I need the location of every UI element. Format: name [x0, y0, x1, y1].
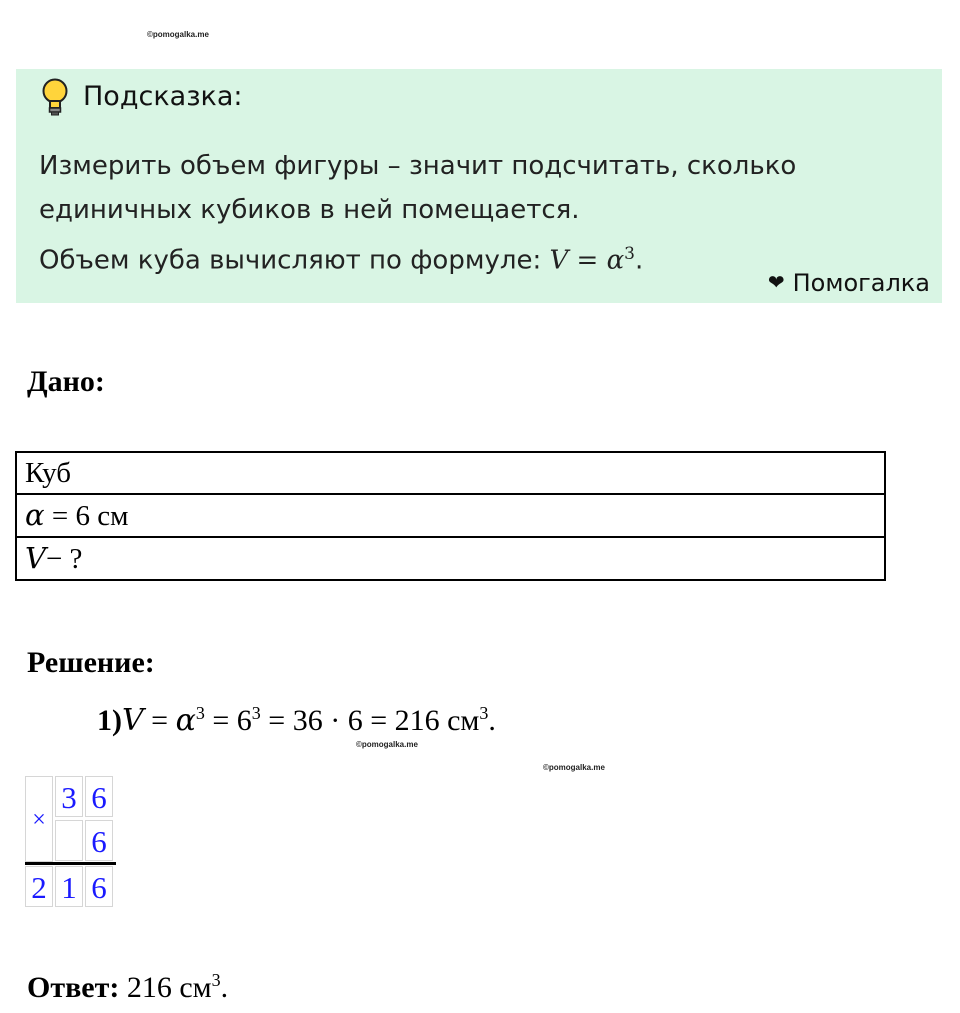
solution-exp-1: 3 — [195, 703, 205, 723]
solution-heading: Решение: — [27, 646, 155, 679]
answer-label: Ответ: — [27, 971, 120, 1004]
given-object: Куб — [16, 452, 885, 494]
empty-cell — [55, 820, 83, 861]
given-row — [16, 537, 885, 580]
brand-link[interactable] — [768, 269, 930, 297]
digit-cell: 3 — [55, 776, 83, 817]
digit-cell: 6 — [85, 820, 113, 861]
solution-period: . — [488, 704, 496, 737]
given-unknown — [16, 537, 885, 580]
step-label: 1) — [97, 704, 122, 737]
given-edge — [16, 494, 885, 537]
solution-exp-2: 3 — [251, 703, 261, 723]
brand-label: Помогалка — [792, 269, 930, 297]
result-rule — [25, 862, 116, 865]
solution-part-2: = 36 · 6 = 216 см — [260, 704, 480, 737]
given-heading: Дано: — [27, 365, 105, 398]
solution-step-1 — [97, 703, 496, 738]
given-unknown-var: V — [25, 541, 46, 575]
digit-cell: 6 — [85, 866, 113, 907]
lightbulb-icon — [40, 77, 70, 117]
given-table — [15, 451, 886, 581]
hint-line-3-text: Объем куба вычисляют по формуле: — [39, 245, 550, 276]
multiply-sign: × — [25, 776, 53, 862]
given-row — [16, 452, 885, 494]
hint-line-1: Измерить объем фигуры – значит подсчитать, сколько — [39, 151, 797, 181]
watermark-right: ©pomogalka.me — [543, 763, 605, 772]
given-edge-var: α — [25, 498, 45, 532]
digit-cell: 6 — [85, 776, 113, 817]
formula-period: . — [634, 245, 644, 276]
given-edge-value: = 6 см — [44, 500, 129, 532]
watermark-top: ©pomogalka.me — [147, 30, 209, 39]
hint-line-2: единичных кубиков в ней помещается. — [39, 195, 580, 225]
watermark-middle: ©pomogalka.me — [356, 740, 418, 749]
hint-title: Подсказка: — [83, 81, 243, 112]
solution-exp-3: 3 — [479, 703, 489, 723]
digit-cell: 2 — [25, 866, 53, 907]
formula-v: V — [549, 245, 569, 276]
hint-text — [39, 144, 919, 283]
answer-line — [27, 970, 228, 1005]
solution-v: V — [122, 703, 144, 738]
formula-alpha: α — [606, 245, 625, 276]
answer-value: 216 см — [119, 971, 212, 1004]
given-row — [16, 494, 885, 537]
solution-eq: = — [143, 704, 176, 737]
answer-exponent: 3 — [211, 970, 221, 990]
formula-exponent: 3 — [624, 244, 635, 264]
solution-part-1: = 6 — [204, 704, 252, 737]
digit-cell: 1 — [55, 866, 83, 907]
hint-box — [16, 69, 942, 303]
solution-alpha: α — [175, 703, 196, 738]
heart-icon: ❤ — [767, 270, 785, 294]
formula-eq: = — [568, 245, 607, 276]
given-unknown-rest: − ? — [45, 543, 83, 575]
answer-period: . — [220, 971, 229, 1004]
